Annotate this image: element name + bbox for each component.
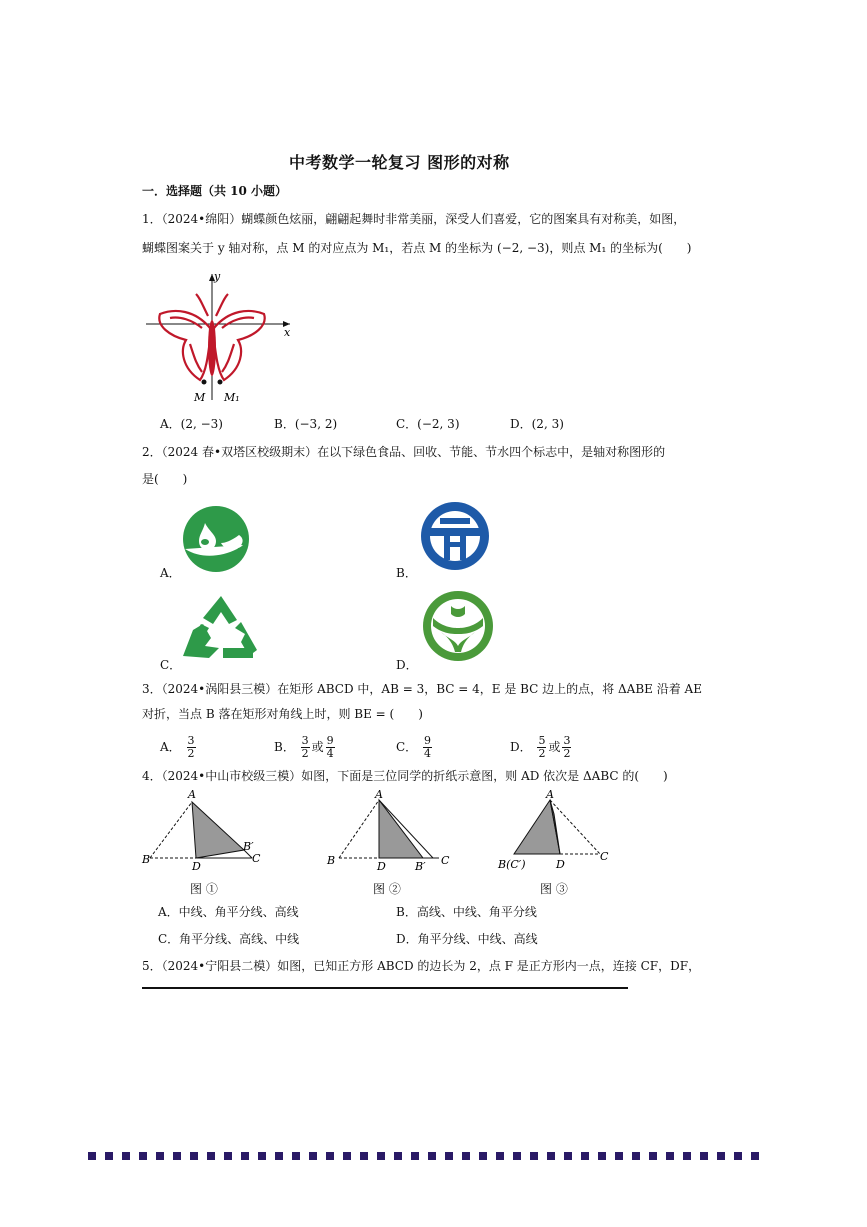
q2-label-a: A． (160, 566, 181, 580)
footer-dot (700, 1152, 708, 1160)
footer-dot (309, 1152, 317, 1160)
q2-number: 2． (142, 445, 162, 459)
q1-number: 1． (142, 212, 162, 226)
green-food-logo (181, 505, 251, 573)
denominator: 2 (301, 747, 309, 760)
numerator: 9 (424, 734, 432, 747)
footer-dot (479, 1152, 487, 1160)
footer-dots (88, 1152, 768, 1160)
blue-energy-logo (418, 500, 492, 572)
q5-line1 (142, 958, 700, 974)
q4-option-a: A．中线、角平分线、高线 (158, 905, 299, 919)
fig1-label-D: D (192, 860, 201, 870)
q5-source: （2024•宁阳县二模） (161, 959, 278, 973)
water-save-logo (421, 588, 495, 664)
fold-figure-2 (325, 786, 460, 870)
denominator: 2 (538, 747, 546, 760)
label-M: M (194, 391, 206, 404)
numerator: 3 (301, 734, 309, 747)
footer-dot (598, 1152, 606, 1160)
fig2-label-B2: B′ (415, 860, 426, 870)
footer-dot (632, 1152, 640, 1160)
footer-dot (241, 1152, 249, 1160)
q1-line1 (142, 211, 685, 227)
fig2-label-B: B (327, 854, 336, 867)
label-M1: M₁ (224, 391, 240, 404)
footer-dot (139, 1152, 147, 1160)
fig2-label-A: A (375, 788, 383, 801)
fig1-label-C: C (252, 852, 261, 865)
page-title: 中考数学一轮复习 图形的对称 (289, 153, 510, 172)
y-axis-label: y (214, 270, 221, 283)
q2-label-b: B． (396, 566, 417, 580)
footer-dot (173, 1152, 181, 1160)
fig2-label-D: D (377, 860, 386, 870)
footer-dot (547, 1152, 555, 1160)
footer-dot (122, 1152, 130, 1160)
footer-dot (105, 1152, 113, 1160)
footer-dot (411, 1152, 419, 1160)
footer-dot (496, 1152, 504, 1160)
fig1-label-B2: B′ (243, 840, 254, 853)
q4-option-b: B．高线、中线、角平分线 (396, 905, 537, 919)
q3-option-d-label: D． (510, 740, 532, 754)
footer-dot (734, 1152, 742, 1160)
footer-dot (530, 1152, 538, 1160)
footer-dot (717, 1152, 725, 1160)
footer-dot (377, 1152, 385, 1160)
fig3-label-C: C (600, 850, 609, 863)
point-M (202, 380, 207, 385)
footer-dot (751, 1152, 759, 1160)
footer-dot (88, 1152, 96, 1160)
section-heading: 一．选择题（共 10 小题） (142, 184, 288, 198)
q3-source: （2024•涡阳县三模） (161, 682, 278, 696)
q3-option-b-label: B． (274, 740, 295, 754)
q4-source: （2024•中山市校级三模） (161, 769, 302, 783)
x-axis-label: x (284, 326, 291, 339)
q3-number: 3． (142, 682, 162, 696)
q1-option-b: B．(−3, 2) (274, 417, 338, 431)
footer-dot (224, 1152, 232, 1160)
footer-dot (292, 1152, 300, 1160)
footer-dot (581, 1152, 589, 1160)
q5-number: 5． (142, 959, 162, 973)
q2-source: （2024 春•双塔区校级期末） (161, 445, 318, 459)
denominator: 2 (187, 747, 195, 760)
q2-line1 (142, 444, 665, 460)
footer-dot (326, 1152, 334, 1160)
q1-text-2: 蝴蝶图案关于 y 轴对称，点 M 的对应点为 M₁，若点 M 的坐标为 (−2, −3)，则点 M₁ 的坐标为( ) (142, 241, 692, 255)
fig3-label-D: D (556, 858, 565, 871)
butterfly-body (208, 320, 216, 376)
separator-line (142, 987, 628, 989)
denominator: 4 (326, 747, 334, 760)
q3-option-b (274, 735, 337, 760)
q3-option-c-label: C． (396, 740, 418, 754)
footer-dot (513, 1152, 521, 1160)
fold-figure-1 (140, 788, 275, 870)
q2-label-c: C． (160, 658, 182, 672)
q1-option-a: A．(2, −3) (160, 417, 223, 431)
q5-text: 如图，已知正方形 ABCD 的边长为 2，点 F 是正方形内一点，连接 CF，DF， (277, 959, 701, 973)
q2-text-2: 是( ) (142, 472, 188, 486)
fraction (187, 735, 196, 760)
q4-line1 (142, 768, 668, 784)
or-word: 或 (548, 740, 561, 754)
footer-dot (343, 1152, 351, 1160)
footer-dot (275, 1152, 283, 1160)
recycle-logo (179, 594, 263, 664)
fold-figure-3 (496, 788, 626, 872)
footer-dot (462, 1152, 470, 1160)
q1-option-d: D．(2, 3) (510, 417, 564, 431)
footer-dot (564, 1152, 572, 1160)
q2-label-d: D． (396, 658, 418, 672)
footer-dot (445, 1152, 453, 1160)
fraction (423, 735, 432, 760)
fig3-label-BC: B(C′) (498, 858, 526, 871)
numerator: 3 (187, 734, 195, 747)
q1-source: （2024•绵阳） (161, 212, 242, 226)
fraction (562, 735, 571, 760)
fig2-label-C: C (441, 854, 450, 867)
footer-dot (615, 1152, 623, 1160)
butterfly-figure (140, 268, 300, 408)
q3-text-2: 对折，当点 B 落在矩形对角线上时，则 BE = ( ) (142, 707, 423, 721)
footer-dot (360, 1152, 368, 1160)
footer-dot (190, 1152, 198, 1160)
q4-option-d: D．角平分线、中线、高线 (396, 932, 538, 946)
numerator: 9 (326, 734, 334, 747)
q3-option-c (396, 735, 434, 760)
q4-text: 如图，下面是三位同学的折纸示意图，则 AD 依次是 ΔABC 的( ) (301, 769, 668, 783)
q2-text-1: 在以下绿色食品、回收、节能、节水四个标志中，是轴对称图形的 (317, 445, 666, 459)
q3-option-a (160, 735, 198, 760)
q3-text-1: 在矩形 ABCD 中，AB = 3，BC = 4，E 是 BC 边上的点，将 ΔABE 沿着 AE (277, 682, 702, 696)
denominator: 2 (563, 747, 571, 760)
fig1-label-B: B (142, 853, 151, 866)
q3-option-d (510, 735, 573, 760)
fraction (301, 735, 310, 760)
fig1-caption: 图 ① (190, 882, 218, 896)
q1-option-c: C．(−2, 3) (396, 417, 460, 431)
q1-text-1: 蝴蝶颜色炫丽，翩翩起舞时非常美丽，深受人们喜爱，它的图案具有对称美，如图， (241, 212, 686, 226)
denominator: 4 (424, 747, 432, 760)
fig1-label-A: A (188, 788, 196, 801)
footer-dot (683, 1152, 691, 1160)
q3-option-a-label: A． (160, 740, 181, 754)
fraction (326, 735, 335, 760)
footer-dot (428, 1152, 436, 1160)
fig3-caption: 图 ③ (540, 882, 568, 896)
point-M1 (218, 380, 223, 385)
fraction (537, 735, 546, 760)
footer-dot (666, 1152, 674, 1160)
footer-dot (207, 1152, 215, 1160)
q3-line1 (142, 681, 702, 697)
fig2-caption: 图 ② (373, 882, 401, 896)
fig3-label-A: A (546, 788, 554, 801)
footer-dot (394, 1152, 402, 1160)
q4-option-c: C．角平分线、高线、中线 (158, 932, 300, 946)
footer-dot (649, 1152, 657, 1160)
numerator: 5 (538, 734, 546, 747)
or-word: 或 (311, 740, 324, 754)
footer-dot (156, 1152, 164, 1160)
q4-number: 4． (142, 769, 162, 783)
footer-dot (258, 1152, 266, 1160)
numerator: 3 (563, 734, 571, 747)
